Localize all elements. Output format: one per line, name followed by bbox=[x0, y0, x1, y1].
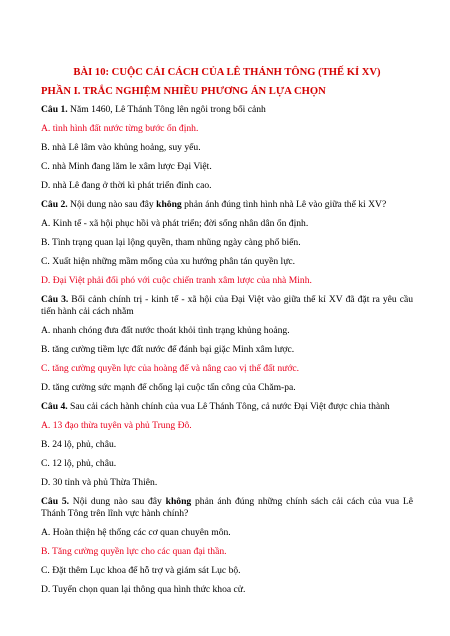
answer-option: B. nhà Lê lâm vào khủng hoảng, suy yếu. bbox=[41, 142, 201, 153]
question-number: Câu 5. bbox=[41, 496, 70, 507]
answer-option: C. Đặt thêm Lục khoa để hỗ trợ và giám sát Lục bộ. bbox=[41, 565, 241, 576]
answer-option: A. Hoàn thiện hệ thống các cơ quan chuyên môn. bbox=[41, 527, 231, 538]
answer-option: A. Kinh tế - xã hội phục hồi và phát triển; đời sống nhân dân ổn định. bbox=[41, 218, 309, 229]
question-keyword: không bbox=[156, 199, 182, 210]
question-text: Nội dung nào sau đây bbox=[67, 199, 157, 210]
question-2 bbox=[41, 199, 413, 211]
question-text: Nội dung nào sau đây bbox=[69, 496, 166, 507]
answer-option: C. nhà Minh đang lăm le xâm lược Đại Việt. bbox=[41, 161, 212, 172]
question-5 bbox=[41, 496, 413, 520]
answer-option: D. nhà Lê đang ở thời kì phát triển đỉnh cao. bbox=[41, 180, 212, 191]
answer-option-correct: C. tăng cường quyền lực của hoàng đế và nâng cao vị thế đất nước. bbox=[41, 363, 300, 374]
answer-option-correct: D. Đại Việt phải đối phó với cuộc chiến tranh xâm lược của nhà Minh. bbox=[41, 275, 312, 286]
answer-option: C. 12 lộ, phủ, châu. bbox=[41, 458, 117, 469]
answer-option: C. Xuất hiện những mầm mống của xu hướng phân tán quyền lực. bbox=[41, 256, 296, 267]
answer-option-correct: A. tình hình đất nước từng bước ổn định. bbox=[41, 123, 199, 134]
question-text: Bối cảnh chính trị - kinh tế - xã hội của Đại Việt vào giữa thế kỉ XV đã đặt ra yêu cầu tiến hành cải cách nhằm bbox=[41, 294, 414, 317]
answer-option-correct: A. 13 đạo thừa tuyên và phủ Trung Đô. bbox=[41, 420, 192, 431]
question-number: Câu 2. bbox=[41, 199, 68, 210]
question-number: Câu 1. bbox=[41, 104, 68, 115]
question-text: phản ánh đúng tình hình nhà Lê vào giữa thế kỉ XV? bbox=[181, 199, 387, 210]
question-4 bbox=[41, 401, 413, 413]
question-text: Năm 1460, Lê Thánh Tông lên ngôi trong bối cảnh bbox=[67, 104, 266, 115]
document-body bbox=[41, 66, 413, 603]
question-text: Sau cải cách hành chính của vua Lê Thánh Tông, cả nước Đại Việt được chia thành bbox=[67, 401, 390, 412]
question-3 bbox=[41, 294, 413, 318]
answer-option: B. Tình trạng quan lại lộng quyền, tham nhũng ngày càng phổ biến. bbox=[41, 237, 301, 248]
answer-option: B. tăng cường tiềm lực đất nước để đánh bại giặc Minh xâm lược. bbox=[41, 344, 295, 355]
answer-option: D. tăng cường sức mạnh để chống lại cuộc tấn công của Chăm-pa. bbox=[41, 382, 296, 393]
question-number: Câu 4. bbox=[41, 401, 68, 412]
answer-option: D. Tuyển chọn quan lại thông qua hình thức khoa cử. bbox=[41, 584, 246, 595]
lesson-title: BÀI 10: CUỘC CẢI CÁCH CỦA LÊ THÁNH TÔNG (THẾ KỈ XV) bbox=[73, 67, 381, 78]
question-number: Câu 3. bbox=[41, 294, 69, 305]
question-text: phản ánh đúng những chính sách cải cách của vua Lê Thánh Tông trên lĩnh vực hành chính? bbox=[41, 496, 414, 519]
answer-option: A. nhanh chóng đưa đất nước thoát khỏi tình trạng khủng hoảng. bbox=[41, 325, 290, 336]
question-keyword: không bbox=[165, 496, 192, 507]
question-1 bbox=[41, 104, 413, 116]
answer-option: B. 24 lộ, phủ, châu. bbox=[41, 439, 117, 450]
answer-option: D. 30 tỉnh và phủ Thừa Thiên. bbox=[41, 477, 158, 488]
answer-option-correct: B. Tăng cường quyền lực cho các quan đại thần. bbox=[41, 546, 227, 557]
section-heading: PHẦN I. TRẮC NGHIỆM NHIỀU PHƯƠNG ÁN LỰA CHỌN bbox=[41, 86, 326, 97]
